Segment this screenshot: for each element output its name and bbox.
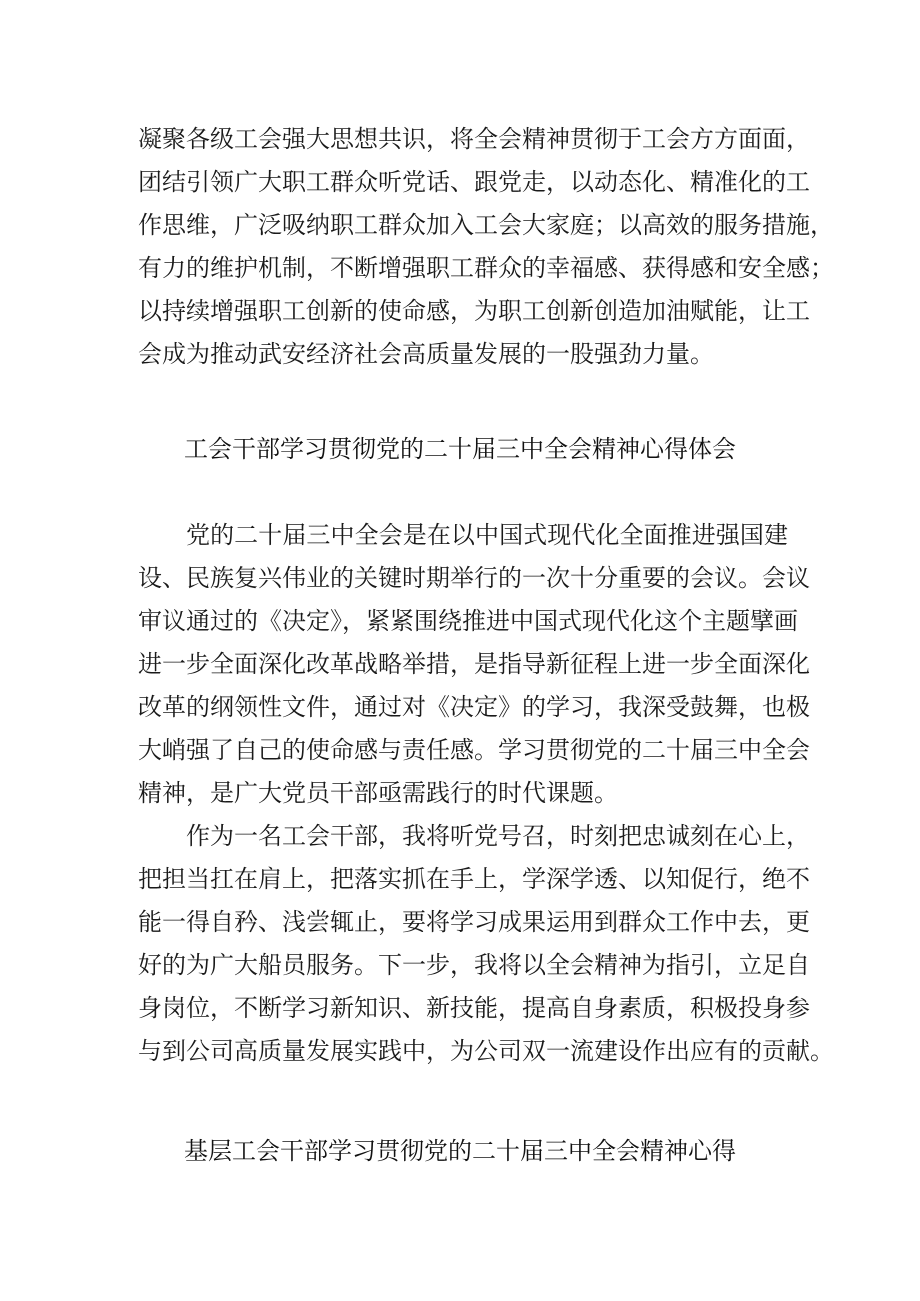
text-line: 审议通过的《决定》，紧紧围绕推进中国式现代化这个主题擘画 <box>138 607 798 635</box>
text-line: 以持续增强职工创新的使命感，为职工创新创造加油赋能，让工 <box>138 297 810 325</box>
section-heading: 基层工会干部学习贯彻党的二十届三中全会精神心得 <box>184 1137 736 1165</box>
text-line: 作为一名工会干部，我将听党号召，时刻把忠诚刻在心上， <box>186 822 810 850</box>
text-line: 有力的维护机制，不断增强职工群众的幸福感、获得感和安全感； <box>138 254 834 282</box>
text-line: 进一步全面深化改革战略举措，是指导新征程上进一步全面深化 <box>138 650 810 678</box>
text-line: 会成为推动武安经济社会高质量发展的一股强劲力量。 <box>138 340 714 368</box>
text-line: 身岗位，不断学习新知识、新技能，提高自身素质，积极投身参 <box>138 994 810 1022</box>
text-line: 改革的纲领性文件，通过对《决定》的学习，我深受鼓舞，也极 <box>138 693 810 721</box>
text-line: 把担当扛在肩上，把落实抓在手上，学深学透、以知促行，绝不 <box>138 865 810 893</box>
text-line: 团结引领广大职工群众听党话、跟党走，以动态化、精准化的工 <box>138 168 810 196</box>
text-line: 大峭强了自己的使命感与责任感。学习贯彻党的二十届三中全会 <box>138 736 810 764</box>
section-heading: 工会干部学习贯彻党的二十届三中全会精神心得体会 <box>184 435 736 463</box>
text-line: 精神，是广大党员干部亟需践行的时代课题。 <box>138 779 618 807</box>
text-line: 作思维，广泛吸纳职工群众加入工会大家庭；以高效的服务措施， <box>138 211 834 239</box>
text-line: 党的二十届三中全会是在以中国式现代化全面推进强国建 <box>186 521 788 549</box>
text-line: 设、民族复兴伟业的关键时期举行的一次十分重要的会议。会议 <box>138 564 810 592</box>
text-line: 好的为广大船员服务。下一步，我将以全会精神为指引，立足自 <box>138 951 810 979</box>
text-line: 与到公司高质量发展实践中，为公司双一流建设作出应有的贡献。 <box>138 1037 834 1065</box>
text-line: 能一得自矜、浅尝辄止，要将学习成果运用到群众工作中去，更 <box>138 908 810 936</box>
text-line: 凝聚各级工会强大思想共识，将全会精神贯彻于工会方方面面， <box>138 125 810 153</box>
